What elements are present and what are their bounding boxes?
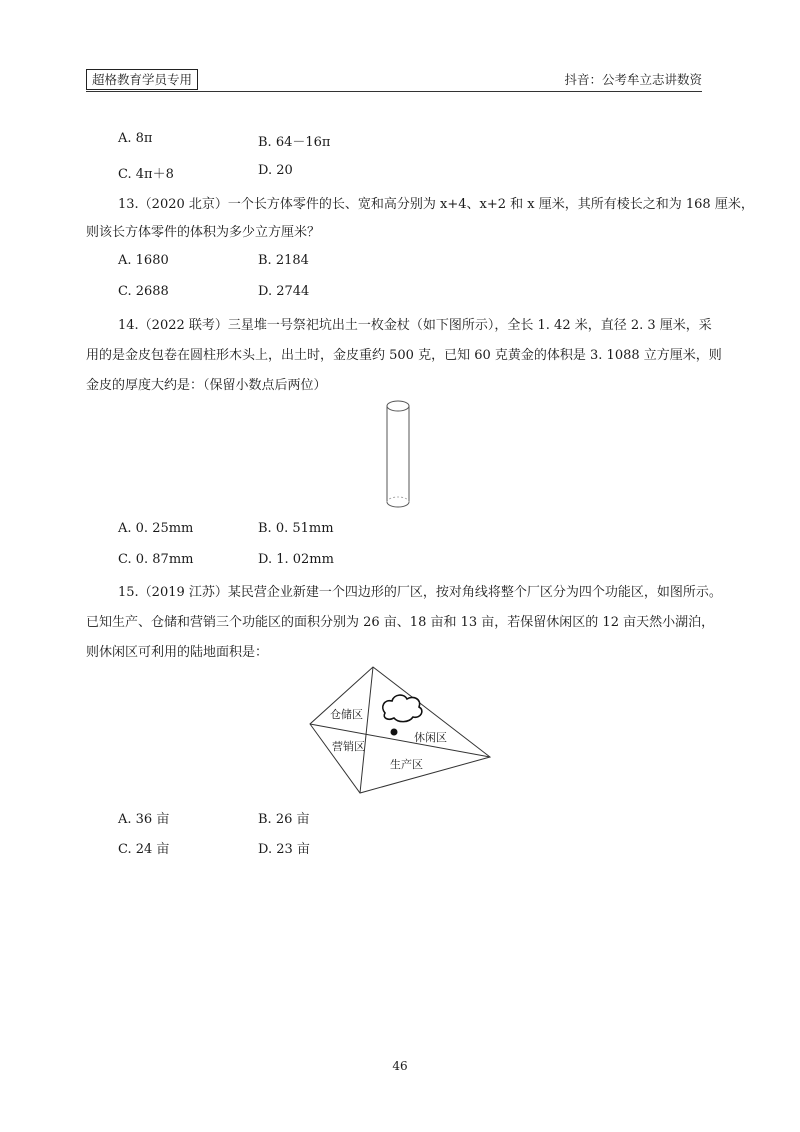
label-production: 生产区 <box>390 758 423 771</box>
q15-option-a: A. 36 亩 <box>118 812 170 827</box>
q15-stem-line2: 已知生产、仓储和营销三个功能区的面积分别为 26 亩、18 亩和 13 亩，若保留休闲区的 12 亩天然小湖泊， <box>86 615 715 630</box>
q14-stem-line3: 金皮的厚度大约是：（保留小数点后两位） <box>86 378 327 393</box>
q12-option-a: A. 8π <box>118 131 153 146</box>
q13-option-b: B. 2184 <box>258 253 309 268</box>
q13-option-d: D. 2744 <box>258 284 310 299</box>
lake-cloud-icon <box>383 695 422 722</box>
q12-option-b: B. 64－16π <box>258 135 331 150</box>
q15-stem-line1: 15.（2019 江苏）某民营企业新建一个四边形的厂区，按对角线将整个厂区分为四个功能区，如图所示。 <box>118 585 722 600</box>
page-number: 46 <box>392 1059 408 1073</box>
label-sales: 营销区 <box>332 740 365 753</box>
header-rule <box>86 91 702 92</box>
label-storage: 仓储区 <box>330 708 363 721</box>
q12-option-d: D. 20 <box>258 163 293 178</box>
q15-option-d: D. 23 亩 <box>258 842 310 857</box>
q14-option-d: D. 1. 02mm <box>258 552 334 567</box>
header-badge: 超格教育学员专用 <box>86 69 198 90</box>
q14-option-c: C. 0. 87mm <box>118 552 194 567</box>
q15-stem-line3: 则休闲区可利用的陆地面积是： <box>86 645 269 660</box>
cylinder-figure <box>378 396 418 514</box>
q15-option-c: C. 24 亩 <box>118 842 170 857</box>
q13-option-a: A. 1680 <box>118 253 169 268</box>
q12-option-c: C. 4π＋8 <box>118 167 174 182</box>
q13-stem-line1: 13.（2020 北京）一个长方体零件的长、宽和高分别为 x+4、x+2 和 x 厘米，其所有棱长之和为 168 厘米， <box>118 197 754 212</box>
label-leisure: 休闲区 <box>414 731 447 744</box>
quadrilateral-figure <box>300 665 500 800</box>
q14-option-b: B. 0. 51mm <box>258 521 334 536</box>
q14-stem-line2: 用的是金皮包卷在圆柱形木头上，出土时，金皮重约 500 克，已知 60 克黄金的体积是 3. 1088 立方厘米，则 <box>86 348 722 363</box>
q13-stem-line2: 则该长方体零件的体积为多少立方厘米？ <box>86 225 321 240</box>
q15-option-b: B. 26 亩 <box>258 812 310 827</box>
q14-stem-line1: 14.（2022 联考）三星堆一号祭祀坑出土一枚金杖（如下图所示），全长 1. 42 米，直径 2. 3 厘米，采 <box>118 318 712 333</box>
q14-option-a: A. 0. 25mm <box>118 521 194 536</box>
q13-option-c: C. 2688 <box>118 284 169 299</box>
header-author: 抖音：公考牟立志讲数资 <box>564 72 702 87</box>
